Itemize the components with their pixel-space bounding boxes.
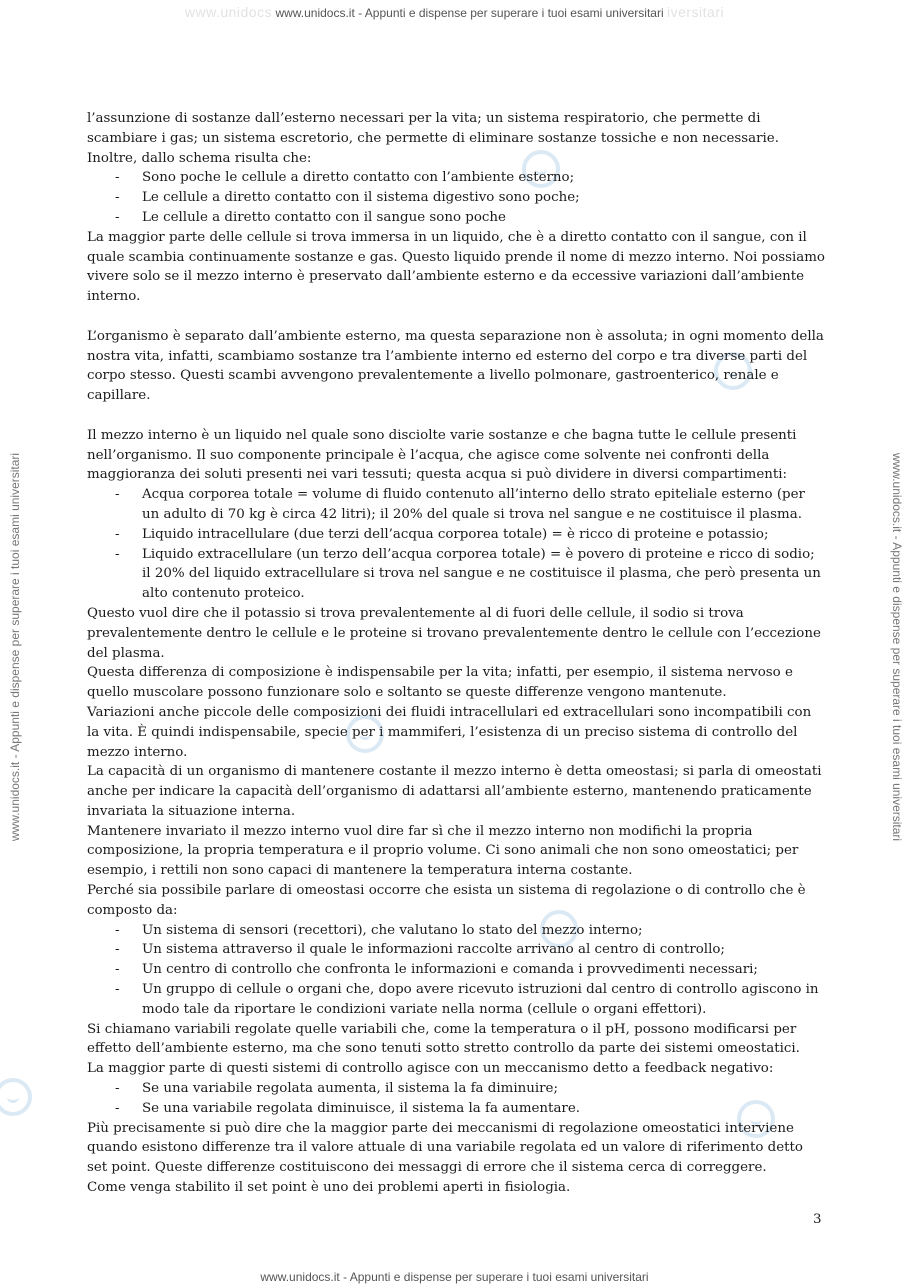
banner-ghost-left: www.unidocs — [184, 4, 273, 20]
paragraph: l’assunzione di sostanze dall’esterno necessari per la vita; un sistema respiratorio, che permette di scambiare i gas; un sistema escretorio, che permette di eliminare sostanze tossiche e non necessarie. — [87, 111, 779, 146]
paragraph: Inoltre, dallo schema risulta che: — [87, 150, 312, 166]
list-item-text: Acqua corporea totale = volume di fluido contenuto all’interno dello strato epiteliale esterno (per un adulto di 70 kg è circa 42 litri); il 20% del quale si trova nel sangue e ne costituisce il plasma. — [142, 487, 805, 522]
list-item — [87, 168, 825, 188]
paragraph: Come venga stabilito il set point è uno dei problemi aperti in fisiologia. — [87, 1180, 571, 1196]
dash-bullet-icon: - — [115, 487, 120, 503]
paragraph: Più precisamente si può dire che la maggior parte dei meccanismi di regolazione omeostatici interviene quando esistono differenze tra il valore attuale di una variabile regolata ed un valore di riferimento detto set point. Queste differenze costituiscono dei messaggi di errore che il sistema cerca di correggere. — [87, 1120, 803, 1176]
paragraph: La capacità di un organismo di mantenere costante il mezzo interno è detta omeostasi; si parla di omeostati anche per indicare la capacità dell’organismo di adattarsi all’ambiente esterno, mantenendo praticamente invariata la situazione interna. — [87, 764, 822, 819]
list-item — [87, 960, 825, 980]
list-item-text: Un centro di controllo che confronta le informazioni e comanda i provvedimenti necessari; — [142, 962, 758, 978]
list-item-text: Un sistema di sensori (recettori), che valutano lo stato del mezzo interno; — [142, 922, 643, 938]
banner-ghost-right: iversitari — [666, 4, 725, 20]
list-item — [87, 1099, 825, 1119]
paragraph: Il mezzo interno è un liquido nel quale sono disciolte varie sostanze e che bagna tutte le cellule presenti nell’organismo. Il suo componente principale è l’acqua, che agisce come solvente nei confronti della maggioranza dei soluti presenti nei vari tessuti; questa acqua si può dividere in diversi compartimenti: — [87, 427, 797, 483]
list-item-text: Le cellule a diretto contatto con il sangue sono poche — [142, 209, 506, 225]
left-side-watermark: www.unidocs.it - Appunti e dispense per superare i tuoi esami universitari — [8, 452, 22, 842]
dash-bullet-icon: - — [115, 1081, 120, 1097]
footer-banner — [0, 1270, 909, 1284]
list-item-text: Liquido extracellulare (un terzo dell’acqua corporea totale) = è povero di proteine e ricco di sodio; il 20% del liquido extracellulare si trova nel sangue e ne costituisce il plasma, che però presenta un alto contenuto proteico. — [142, 546, 821, 602]
list-item-text: Un sistema attraverso il quale le informazioni raccolte arrivano al centro di controllo; — [142, 942, 725, 958]
list-item-text: Liquido intracellulare (due terzi dell’acqua corporea totale) = è ricco di proteine e potassio; — [142, 526, 769, 542]
dash-bullet-icon: - — [115, 170, 120, 186]
right-side-watermark: www.unidocs.it - Appunti e dispense per superare i tuoi esami universitari — [890, 452, 904, 842]
paragraph: Mantenere invariato il mezzo interno vuol dire far sì che il mezzo interno non modifichi la propria composizione, la propria temperatura e il proprio volume. Ci sono animali che non sono omeostatici; per esempio, i rettili non sono capaci di mantenere la temperatura interna costante. — [87, 823, 799, 879]
dash-bullet-icon: - — [115, 962, 120, 978]
list-item — [87, 980, 825, 1020]
list-item-text: Sono poche le cellule a diretto contatto con l’ambiente esterno; — [142, 170, 575, 186]
paragraph-gap — [87, 307, 825, 327]
dash-bullet-icon: - — [115, 546, 120, 562]
banner-text[interactable]: www.unidocs.it - Appunti e dispense per superare i tuoi esami universitari — [275, 6, 664, 20]
dash-bullet-icon: - — [115, 190, 120, 206]
list-item-text: Le cellule a diretto contatto con il sistema digestivo sono poche; — [142, 190, 580, 206]
list-item — [87, 921, 825, 941]
list-item-text: Se una variabile regolata aumenta, il sistema la fa diminuire; — [142, 1081, 558, 1097]
paragraph: L’organismo è separato dall’ambiente esterno, ma questa separazione non è assoluta; in ogni momento della nostra vita, infatti, scambiamo sostanze tra l’ambiente interno ed esterno del corpo e tra diverse parti del corpo stesso. Questi scambi avvengono prevalentemente a livello polmonare, gastroenterico, renale e capillare. — [87, 328, 824, 404]
paragraph: Questo vuol dire che il potassio si trova prevalentemente al di fuori delle cellule, il sodio si trova prevalentemente dentro le cellule e le proteine si trovano prevalentemente dentro le cellule con l’eccezione del plasma. — [87, 605, 821, 661]
paragraph: Questa differenza di composizione è indispensabile per la vita; infatti, per esempio, il sistema nervoso e quello muscolare possono funzionare solo e soltanto se queste differenze vengono mantenute. — [87, 665, 793, 701]
paragraph: La maggior parte delle cellule si trova immersa in un liquido, che è a diretto contatto con il sangue, con il quale scambia continuamente sostanze e gas. Questo liquido prende il nome di mezzo interno. Noi possiamo vivere solo se il mezzo interno è preservato dall’ambiente esterno e da eccessive variazioni dall’ambiente interno. — [87, 229, 825, 305]
header-banner — [0, 4, 909, 20]
list-item — [87, 525, 825, 545]
dash-bullet-icon: - — [115, 982, 120, 998]
dash-bullet-icon: - — [115, 526, 120, 542]
dash-bullet-icon: - — [115, 922, 120, 938]
list-item — [87, 208, 825, 228]
document-body — [87, 109, 825, 1198]
dash-bullet-icon: - — [115, 209, 120, 225]
paragraph: Variazioni anche piccole delle composizioni dei fluidi intracellulari ed extracellulari sono incompatibili con la vita. È quindi indispensabile, specie per i mammiferi, l’esistenza di un preciso sistema di controllo del mezzo interno. — [87, 704, 812, 760]
list-item — [87, 188, 825, 208]
unidocs-logo-watermark-icon — [0, 1078, 32, 1116]
page-number: 3 — [813, 1212, 822, 1227]
list-item — [87, 1079, 825, 1099]
list-item-text: Se una variabile regolata diminuisce, il sistema la fa aumentare. — [142, 1100, 581, 1116]
list-item — [87, 940, 825, 960]
paragraph-gap — [87, 406, 825, 426]
list-item — [87, 485, 825, 525]
list-item-text: Un gruppo di cellule o organi che, dopo avere ricevuto istruzioni dal centro di controllo agiscono in modo tale da riportare le condizioni variate nella norma (cellule o organi effettori). — [142, 982, 819, 1017]
paragraph: Si chiamano variabili regolate quelle variabili che, come la temperatura o il pH, possono modificarsi per effetto dell’ambiente esterno, ma che sono tenuti sotto stretto controllo da parte dei sistemi omeostatici. — [87, 1021, 800, 1057]
footer-banner-text[interactable]: www.unidocs.it - Appunti e dispense per superare i tuoi esami universitari — [260, 1270, 649, 1284]
dash-bullet-icon: - — [115, 1100, 120, 1116]
paragraph: Perché sia possibile parlare di omeostasi occorre che esista un sistema di regolazione o di controllo che è composto da: — [87, 883, 806, 918]
dash-bullet-icon: - — [115, 942, 120, 958]
paragraph: La maggior parte di questi sistemi di controllo agisce con un meccanismo detto a feedback negativo: — [87, 1061, 774, 1077]
list-item — [87, 545, 825, 604]
